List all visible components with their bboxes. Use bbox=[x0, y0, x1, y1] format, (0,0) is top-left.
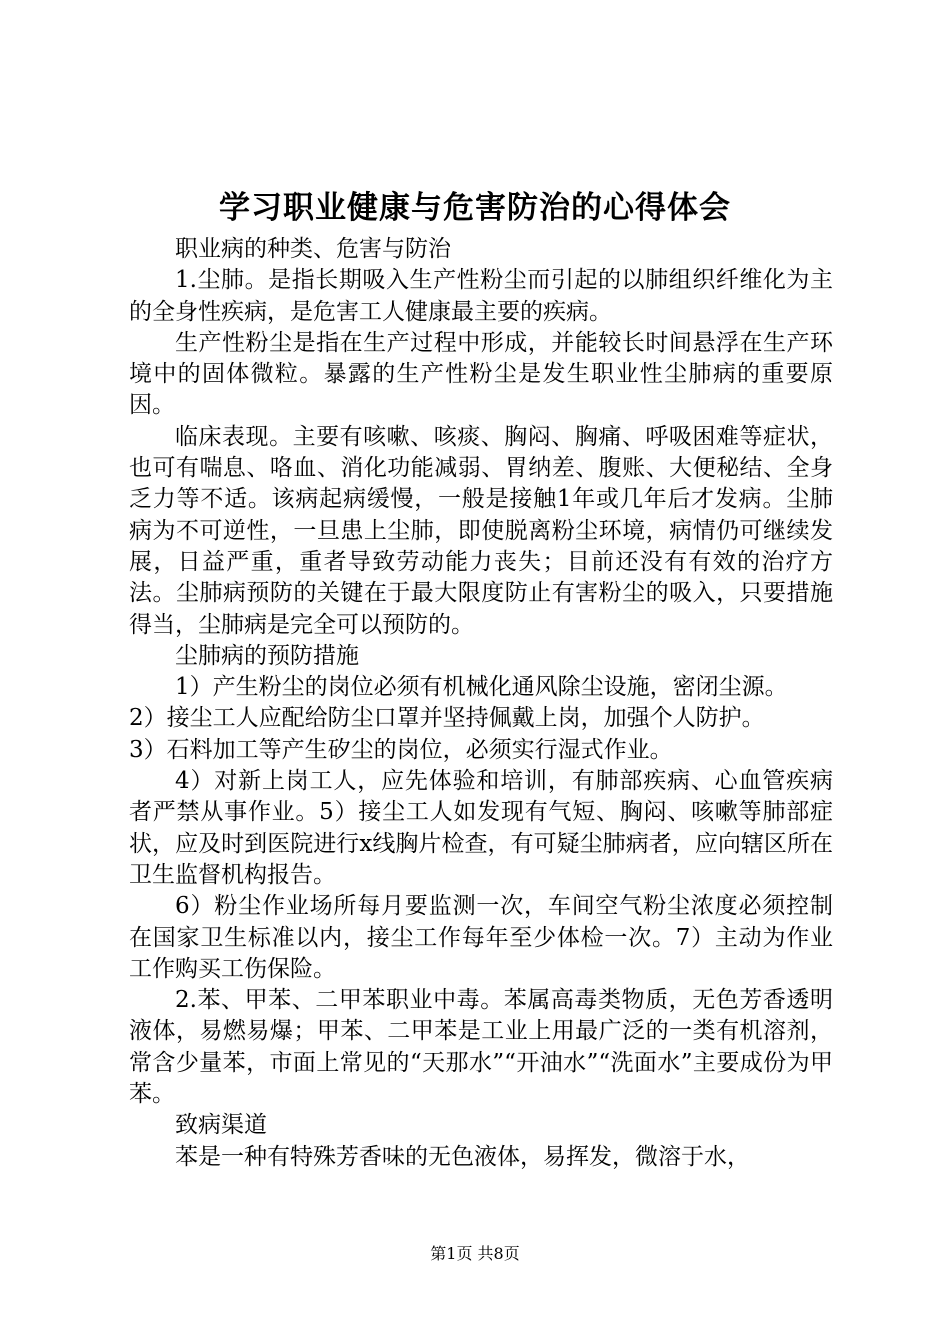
paragraph: 6）粉尘作业场所每月要监测一次，车间空气粉尘浓度必须控制在国家卫生标准以内，接尘工作每年至少体检一次。7）主动为作业工作购买工伤保险。 bbox=[129, 893, 833, 982]
paragraph: 生产性粉尘是指在生产过程中形成，并能较长时间悬浮在生产环境中的固体微粒。暴露的生产性粉尘是发生职业性尘肺病的重要原因。 bbox=[129, 329, 833, 419]
paragraph: 4）对新上岗工人，应先体验和培训，有肺部疾病、心血管疾病者严禁从事作业。5）接尘工人如发现有气短、胸闷、咳嗽等肺部症状，应及时到医院进行x线胸片检查，有可疑尘肺病者，应向辖区所在卫生监督机构报告。 bbox=[129, 768, 833, 888]
document-body bbox=[129, 234, 833, 1173]
paragraph: 2.苯、甲苯、二甲苯职业中毒。苯属高毒类物质，无色芳香透明液体，易燃易爆；甲苯、二甲苯是工业上用最广泛的一类有机溶剂，常含少量苯，市面上常见的“天那水”“开油水”“洗面水”主要成份为甲苯。 bbox=[129, 987, 833, 1108]
document-title: 学习职业健康与危害防治的心得体会 bbox=[219, 190, 731, 226]
page-number: 第1页 共8页 bbox=[430, 1244, 520, 1263]
paragraph: 3）石料加工等产生矽尘的岗位，必须实行湿式作业。 bbox=[129, 736, 673, 763]
paragraph: 1）产生粉尘的岗位必须有机械化通风除尘设施，密闭尘源。 bbox=[175, 674, 788, 701]
paragraph: 1.尘肺。是指长期吸入生产性粉尘而引起的以肺组织纤维化为主的全身性疾病，是危害工人健康最主要的疾病。 bbox=[129, 267, 833, 325]
paragraph: 临床表现。主要有咳嗽、咳痰、胸闷、胸痛、呼吸困难等症状，也可有喘息、咯血、消化功能减弱、胃纳差、腹账、大便秘结、全身乏力等不适。该病起病缓慢，一般是接触1年或几年后才发病。尘肺病为不可逆性，一旦患上尘肺，即使脱离粉尘环境，病情仍可继续发展，日益严重，重者导致劳动能力丧失；目前还没有有效的治疗方法。尘肺病预防的关键在于最大限度防止有害粉尘的吸入，只要措施得当，尘肺病是完全可以预防的。 bbox=[129, 423, 833, 638]
paragraph: 尘肺病的预防措施 bbox=[175, 642, 359, 669]
paragraph: 苯是一种有特殊芳香味的无色液体，易挥发，微溶于水， bbox=[175, 1143, 750, 1170]
paragraph: 2）接尘工人应配给防尘口罩并坚持佩戴上岗，加强个人防护。 bbox=[129, 705, 765, 732]
paragraph: 职业病的种类、危害与防治 bbox=[175, 236, 451, 262]
paragraph: 致病渠道 bbox=[175, 1112, 267, 1139]
